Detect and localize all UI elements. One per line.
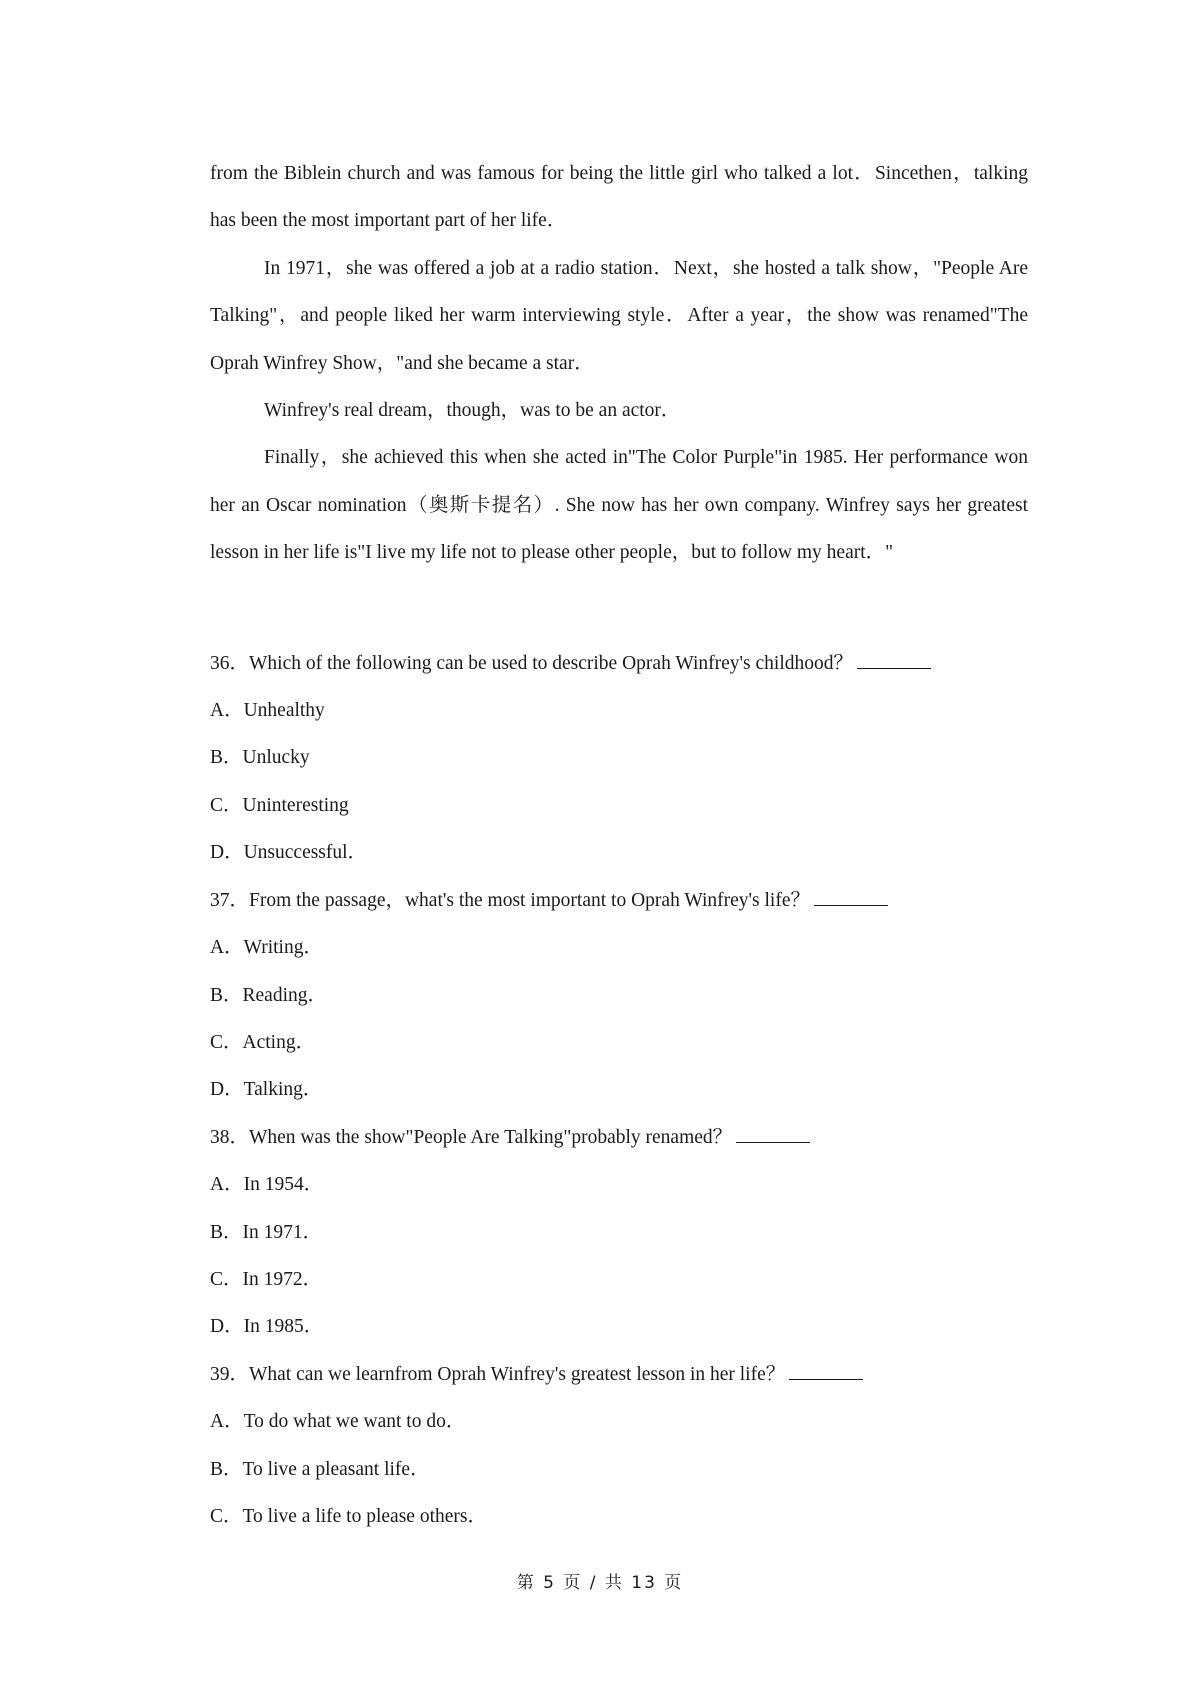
question-block [210, 640, 1028, 877]
question-stem [210, 640, 1028, 687]
answer-option: A．Unhealthy [210, 700, 325, 722]
answer-option: B．Reading． [210, 984, 327, 1006]
question-stem-text: 37．From the passage，what's the most important to Oprah Winfrey's life？ [210, 889, 810, 911]
answer-option: A．Writing． [210, 937, 323, 959]
answer-option: D．Talking． [210, 1079, 323, 1101]
answer-option: C．To live a life to please others． [210, 1505, 487, 1527]
passage-paragraph: Winfrey's real dream，though，was to be an actor． [264, 400, 681, 422]
page-number-footer: 第 5 页 / 共 13 页 [516, 1573, 684, 1593]
answer-option: B．Unlucky [210, 747, 310, 769]
question-stem-text: 39．What can we learnfrom Oprah Winfrey's greatest lesson in her life？ [210, 1363, 786, 1385]
question-stem [210, 1114, 1028, 1161]
passage-paragraph: Finally，she achieved this when she acted in"The Color Purple"in 1985. Her performance won her an Oscar nomination（奥斯卡提名）. She now has her own company. Winfrey says her greatest lesson in her life is"I live my life not to please other people，but to follow my heart．" [210, 447, 1028, 564]
page-content [210, 150, 1028, 1540]
question-block [210, 1114, 1028, 1351]
question-stem [210, 1351, 1028, 1398]
answer-option: C．Acting． [210, 1031, 316, 1053]
answer-option: D．In 1985． [210, 1316, 324, 1338]
section-spacer [210, 577, 1028, 640]
answer-blank [736, 1141, 810, 1143]
question-stem-text: 38．When was the show"People Are Talking"probably renamed？ [210, 1126, 733, 1148]
answer-option: D．Unsuccessful． [210, 842, 368, 864]
question-block [210, 1351, 1028, 1541]
answer-blank [789, 1378, 863, 1380]
answer-option: C．Uninteresting [210, 794, 349, 816]
answer-option: B．To live a pleasant life． [210, 1458, 430, 1480]
answer-blank [857, 667, 931, 669]
question-stem-text: 36．Which of the following can be used to describe Oprah Winfrey's childhood？ [210, 652, 853, 674]
answer-option: A．To do what we want to do． [210, 1411, 466, 1433]
answer-blank [814, 904, 888, 906]
question-stem [210, 877, 1028, 924]
passage-paragraph: In 1971，she was offered a job at a radio station．Next，she hosted a talk show，"People Are Talking"，and people liked her warm interviewing style．After a year，the show was renamed"The Oprah Winfrey Show，"and she became a star． [210, 257, 1028, 374]
answer-option: A．In 1954． [210, 1174, 324, 1196]
passage-paragraph-continued: from the Biblein church and was famous for being the little girl who talked a lot．Sincethen，talking has been the most important part of her life． [210, 163, 1028, 232]
question-block [210, 877, 1028, 1114]
answer-option: C．In 1972． [210, 1268, 323, 1290]
answer-option: B．In 1971． [210, 1221, 323, 1243]
